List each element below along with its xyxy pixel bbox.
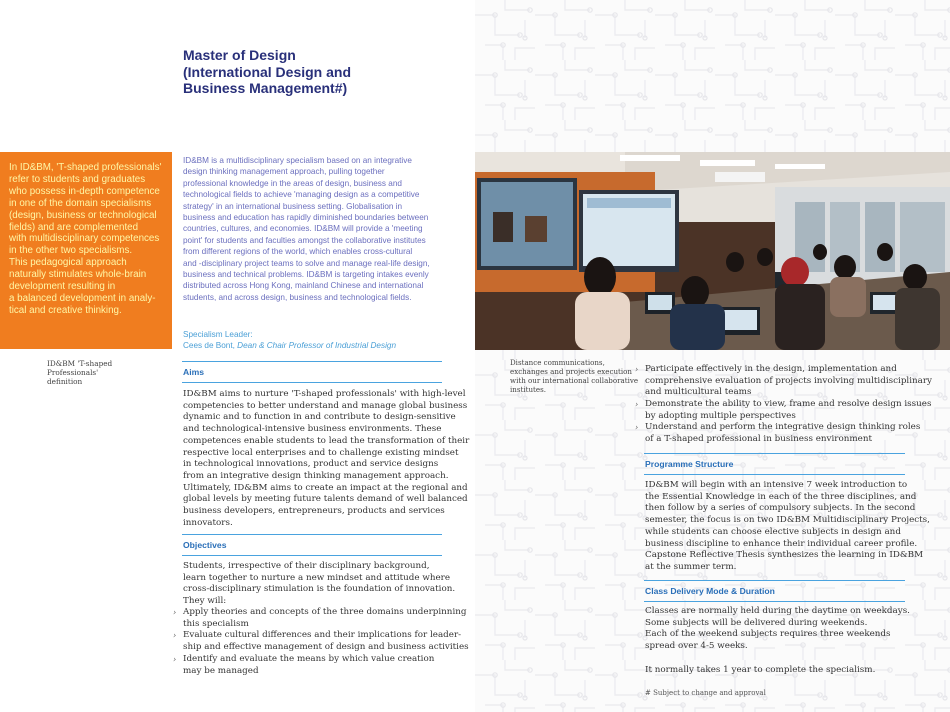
caption-line: definition [47,377,83,387]
leader-name-line [183,340,396,351]
intro-line: from different regions of the world, which enables cross-cultural [183,247,413,257]
structure-line: semester, the focus is on two ID&BM Multidisciplinary Projects, [645,515,930,526]
delivery-line: Some subjects will be delivered during weekends. [645,617,868,628]
structure-line: ID&BM will begin with an intensive 7 week introduction to [645,480,908,490]
aims-line: from an integrative design thinking management approach. [183,470,449,481]
photo-caption-line: exchanges and projects execution [510,367,632,376]
intro-line: students, and across design, business and technological fields. [183,292,412,302]
objective-line: comprehensive evaluation of projects involving multidisciplinary [645,375,932,386]
delivery-line: spread over 4-5 weeks. [645,641,748,652]
caption-line: ID&BM 'T-shaped Professionals' [47,359,113,378]
structure-line: at the summer term. [645,561,737,572]
programme-structure-paragraph [645,480,930,574]
objectives-line: cross-disciplinary stimulation is the foundation of innovation. [183,584,456,595]
page-title [183,47,443,97]
objective-line: may be managed [183,665,259,676]
intro-paragraph [183,155,445,303]
aims-line: and technological-intensive business environments. These [183,424,442,435]
bullet-mark: › [635,365,639,374]
aims-line: competencies to better understand and manage global business [183,400,468,411]
intro-line: ID&BM is a multidisciplinary specialism based on an integrative [183,156,412,165]
structure-line: the Essential Knowledge in each of the three disciplines, and [645,491,917,502]
aims-line: innovators. [183,517,233,528]
aims-line: business developers, entrepreneurs, products and services [183,506,445,517]
programme-structure-heading: Programme Structure [644,453,905,475]
definition-caption [47,359,157,387]
photo-caption [510,358,640,394]
definition-line: with multidisciplinary competences [9,233,160,245]
intro-line: countries, cultures, and economies. ID&BM will provide a 'meeting [183,224,423,234]
objectives-intro [183,561,456,608]
intro-line: point' for students and faculties amongst the collaborative institutes [183,235,426,245]
objective-item [173,654,435,677]
aims-line: competences enable students to lead the transformation of their [183,435,470,446]
definition-line: who possess in-depth competence [9,185,160,197]
objectives-line: Students, irrespective of their disciplinary background, [183,561,430,571]
aims-line: respective local enterprises and to challenge existing mindset [183,447,459,458]
photo-caption-line: institutes. [510,385,546,394]
aims-line: Ultimately, ID&BM aims to create an impact at the regional and [183,482,468,493]
definition-line: development resulting in [9,281,116,293]
aims-line: dynamic and to function in and contribute to design-sensitive [183,412,456,423]
structure-line: business discipline to enhance their individual career profile. [645,538,918,549]
definition-line: naturally stimulates whole-brain [9,269,147,281]
objective-line: and multicultural teams [645,387,752,398]
aims-line: global levels by meeting future talents demand of well balanced [183,494,468,505]
definition-line: in one of the domain specialisms [9,197,152,209]
delivery-line: Classes are normally held during the daytime on weekdays. [645,606,910,616]
objective-line: ship and effective management of design and business activities [183,641,469,652]
classroom-photo [475,152,950,350]
bullet-mark: › [173,608,177,617]
objective-line: this specialism [183,618,249,629]
intro-line: strategy' in an international business setting. Globalisation in [183,201,403,211]
definition-line: refer to students and graduates [9,173,146,185]
objective-line: Apply theories and concepts of the three domains underpinning [183,607,467,617]
intro-line: and -disciplinary project teams to solve and manage real-life design, [183,258,430,268]
objective-line: by adopting multiple perspectives [645,410,796,421]
objective-item [635,399,932,422]
objective-item [173,630,469,653]
objectives-line: They will: [183,596,227,607]
objective-line: Demonstrate the ability to view, frame and resolve design issues [645,399,932,409]
t-shaped-definition-box [0,152,172,349]
definition-line: This pedagogical approach [9,257,127,269]
objective-item [635,364,932,399]
title-line-1: Master of Design [183,47,296,63]
photo-caption-line: with our international collaborative [510,376,639,385]
intro-line: professional knowledge in the areas of design, business and [183,178,402,188]
structure-line: while students can choose elective subjects in design and [645,526,901,537]
leader-name: Cees de Bont, [183,341,238,351]
footnote: # Subject to change and approval [645,689,766,697]
definition-line: a balanced development in analy- [9,292,156,304]
intro-line: business and education has rapidly diminished boundaries between [183,213,429,223]
bullet-mark: › [635,423,639,432]
definition-line: (design, business or technological [9,209,157,221]
definition-line: in the other two specialisms. [9,245,133,257]
title-line-2: (International Design and [183,63,352,80]
right-page [475,0,950,712]
class-delivery-heading: Class Delivery Mode & Duration [644,580,905,602]
definition-line: tical and creative thinking. [9,304,122,316]
objective-line: Participate effectively in the design, implementation and [645,364,897,374]
aims-line: ID&BM aims to nurture 'T-shaped professionals' with high-level [183,389,466,399]
photo-caption-line: Distance communications, [510,358,605,367]
delivery-line: Each of the weekend subjects requires three weekends [645,629,891,640]
structure-line: Capstone Reflective Thesis synthesizes the learning in ID&BM [645,550,924,561]
objective-line: of a T-shaped professional in business environment [645,433,872,444]
class-delivery-paragraph [645,606,910,653]
objective-line: Evaluate cultural differences and their implications for leader- [183,630,462,640]
objectives-heading: Objectives [182,534,442,556]
intro-line: business and technical problems. ID&BM is targeting intakes evenly [183,270,429,280]
classroom-photo-illustration [475,152,950,350]
definition-line: fields) and are complemented [9,221,139,233]
bullet-mark: › [173,631,177,640]
objective-item [173,607,467,630]
bullet-mark: › [635,400,639,409]
structure-line: then follow by a series of compulsory subjects. In the second [645,503,916,514]
aims-line: in technological innovations, product and service designs [183,459,439,470]
aims-heading: Aims [182,361,442,383]
intro-line: design thinking management approach, pulling together [183,167,385,177]
objective-item [635,422,921,445]
aims-paragraph [183,389,470,529]
title-line-3: Business Management#) [183,80,348,96]
specialism-leader [183,329,396,352]
objectives-line: learn together to nurture a new mindset and attitude where [183,572,451,583]
bullet-mark: › [173,655,177,664]
duration-line: It normally takes 1 year to complete the specialism. [645,665,876,675]
t-shaped-definition-text [9,162,169,317]
definition-line: In ID&BM, 'T-shaped professionals' [9,162,162,173]
duration-text [645,665,907,677]
intro-line: technological fields to achieve 'managing design as a competitive [183,190,420,200]
intro-line: distributed across Hong Kong, mainland Chinese and international [183,281,424,291]
leader-label: Specialism Leader: [183,330,253,339]
leader-role: Dean & Chair Professor of Industrial Design [237,341,396,351]
objective-line: Understand and perform the integrative design thinking roles [645,422,921,432]
objective-line: Identify and evaluate the means by which value creation [183,654,435,664]
